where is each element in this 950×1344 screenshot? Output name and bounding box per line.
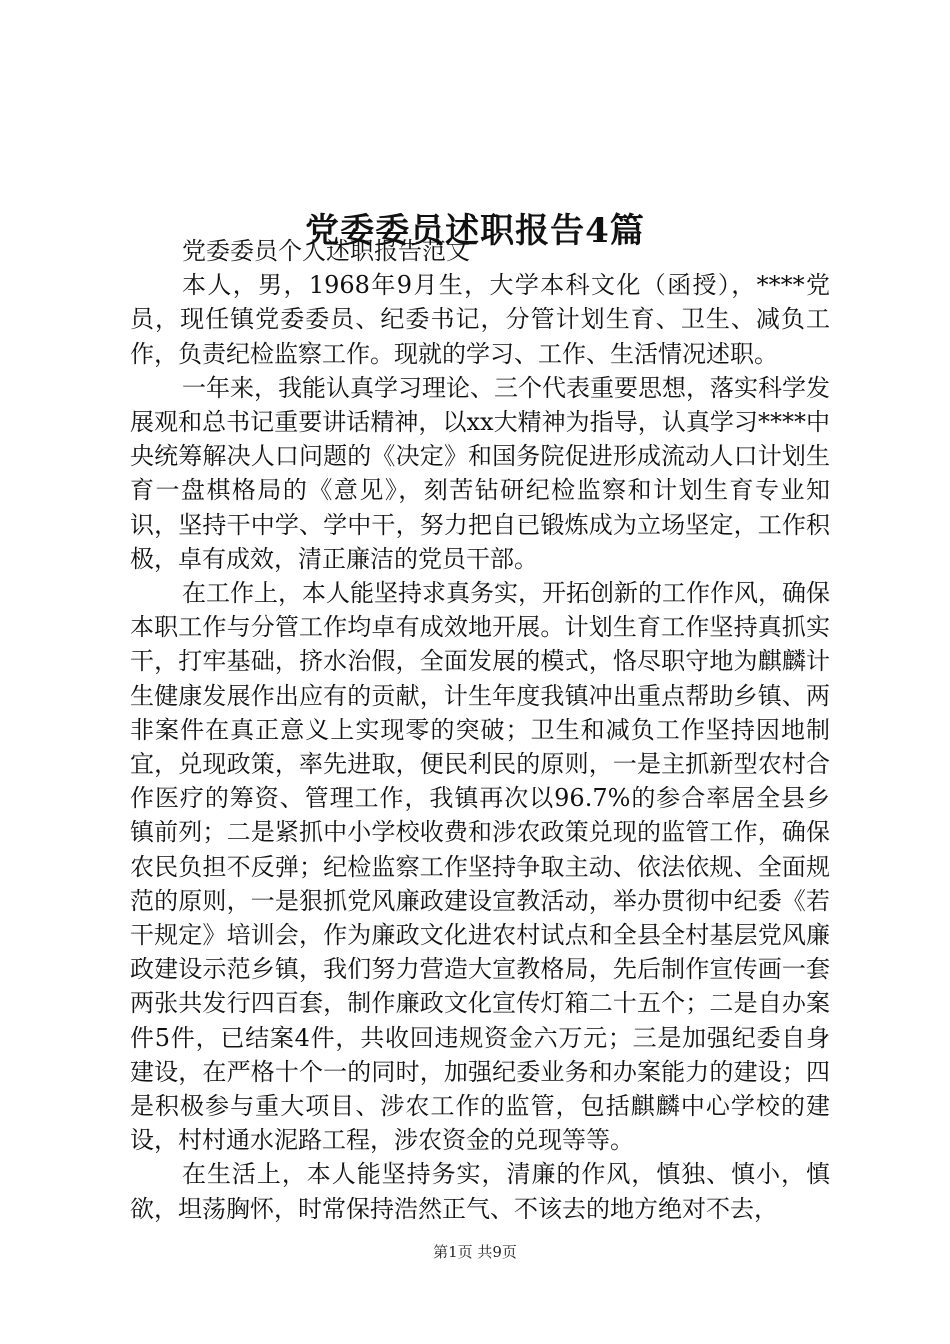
page-number-footer: 第1页 共9页 — [433, 1243, 517, 1261]
document-body — [130, 234, 830, 1226]
section-heading: 党委委员个人述职报告范文 — [182, 237, 470, 265]
paragraph-life: 在生活上，本人能坚持务实，清廉的作风，慎独、慎小，慎欲，坦荡胸怀，时常保持浩然正气、不该去的地方绝对不去， — [130, 1160, 830, 1223]
paragraph-work: 在工作上，本人能坚持求真务实，开拓创新的工作作风，确保本职工作与分管工作均卓有成效地开展。计划生育工作坚持真抓实干，打牢基础，挤水治假，全面发展的模式，恪尽职守地为麒麟计生健康发展作出应有的贡献，计生年度我镇冲出重点帮助乡镇、两非案件在真正意义上实现零的突破；卫生和减负工作坚持因地制宜，兑现政策，率先进取，便民利民的原则，一是主抓新型农村合作医疗的筹资、管理工作，我镇再次以96.7%的参合率居全县乡镇前列；二是紧抓中小学校收费和涉农政策兑现的监管工作，确保农民负担不反弹；纪检监察工作坚持争取主动、依法依规、全面规范的原则，一是狠抓党风廉政建设宣教活动，举办贯彻中纪委《若干规定》培训会，作为廉政文化进农村试点和全县全村基层党风廉政建设示范乡镇，我们努力营造大宣教格局，先后制作宣传画一套两张共发行四百套，制作廉政文化宣传灯箱二十五个；二是自办案件5件，已结案4件，共收回违规资金六万元；三是加强纪委自身建设，在严格十个一的同时，加强纪委业务和办案能力的建设；四是积极参与重大项目、涉农工作的监管，包括麒麟中心学校的建设，村村通水泥路工程，涉农资金的兑现等等。 — [130, 579, 830, 1155]
document-title: 党委委员述职报告4篇 — [305, 210, 645, 251]
paragraph-intro: 本人，男，1968年9月生，大学本科文化（函授），****党员，现任镇党委委员、纪委书记，分管计划生育、卫生、减负工作，负责纪检监察工作。现就的学习、工作、生活情况述职。 — [130, 271, 830, 368]
paragraph-study: 一年来，我能认真学习理论、三个代表重要思想，落实科学发展观和总书记重要讲话精神，以xx大精神为指导，认真学习****中央统筹解决人口问题的《决定》和国务院促进形成流动人口计划生育一盘棋格局的《意见》，刻苦钻研纪检监察和计划生育专业知识，坚持干中学、学中干，努力把自已锻炼成为立场坚定，工作积极，卓有成效，清正廉洁的党员干部。 — [130, 373, 830, 573]
